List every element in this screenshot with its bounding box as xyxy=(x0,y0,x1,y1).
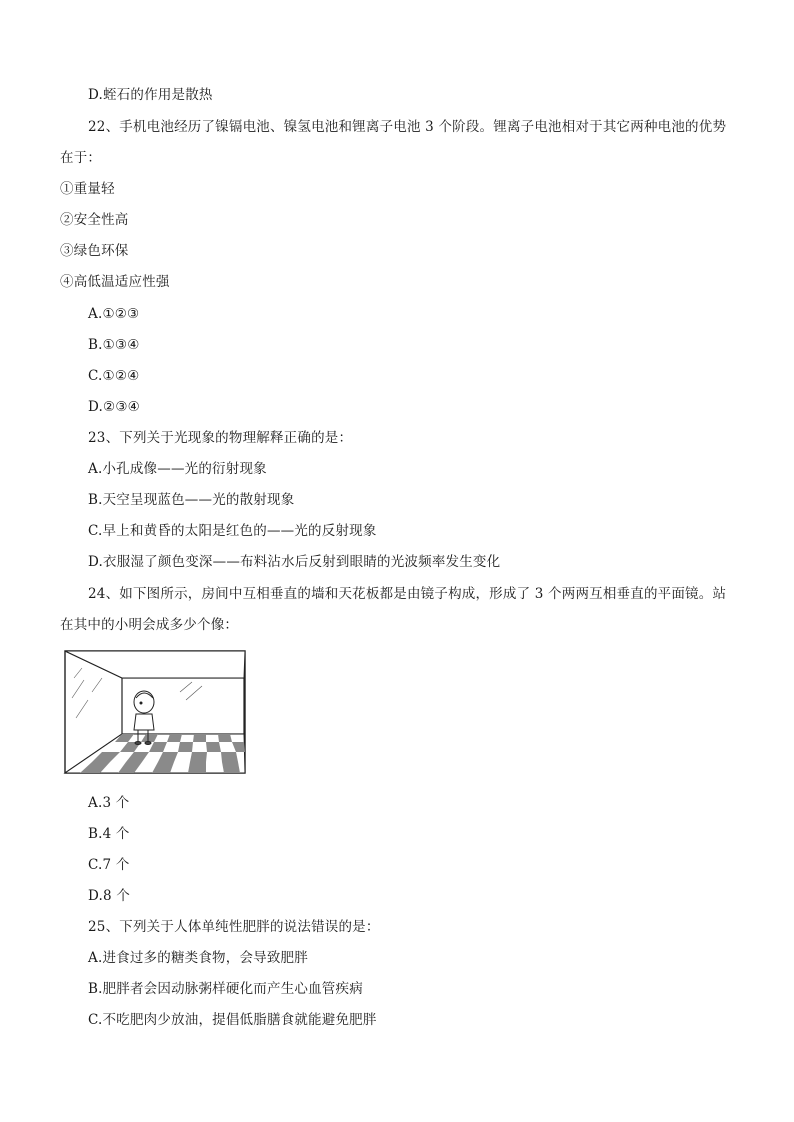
mirror-room-figure xyxy=(62,648,248,776)
q21-option-d: D.蛭石的作用是散热 xyxy=(88,87,213,103)
q23-option-d: D.衣服湿了颜色变深——布料沾水后反射到眼睛的光波频率发生变化 xyxy=(88,554,501,570)
q22-option-a: A.①②③ xyxy=(88,306,140,322)
q23-option-c: C.早上和黄昏的太阳是红色的——光的反射现象 xyxy=(88,523,377,539)
q22-item-4: ④高低温适应性强 xyxy=(60,274,170,290)
q22-option-b: B.①③④ xyxy=(88,337,140,353)
q22-option-c: C.①②④ xyxy=(88,368,140,384)
q25-option-b: B.肥胖者会因动脉粥样硬化而产生心血管疾病 xyxy=(88,981,363,997)
q22-stem: 22、手机电池经历了镍镉电池、镍氢电池和锂离子电池 3 个阶段。锂离子电池相对于其它两种电池的优势 xyxy=(88,119,727,135)
q22-item-3: ③绿色环保 xyxy=(60,243,129,259)
q24-option-a: A.3 个 xyxy=(88,795,130,811)
q23-option-a: A.小孔成像——光的衍射现象 xyxy=(88,461,267,477)
q25-option-a: A.进食过多的糖类食物，会导致肥胖 xyxy=(88,950,308,966)
q25-option-c: C.不吃肥肉少放油，提倡低脂膳食就能避免肥胖 xyxy=(88,1012,377,1028)
q23-option-b: B.天空呈现蓝色——光的散射现象 xyxy=(88,492,295,508)
q24-stem-cont: 在其中的小明会成多少个像： xyxy=(60,617,239,633)
q24-stem: 24、如下图所示，房间中互相垂直的墙和天花板都是由镜子构成，形成了 3 个两两互相垂直的平面镜。站 xyxy=(88,586,727,602)
q22-option-d: D.②③④ xyxy=(88,399,140,415)
q22-item-1: ①重量轻 xyxy=(60,181,115,197)
q22-stem-cont: 在于： xyxy=(60,150,102,166)
checkered-floor xyxy=(65,734,245,773)
q24-option-c: C.7 个 xyxy=(88,857,130,873)
q23-stem: 23、下列关于光现象的物理解释正确的是： xyxy=(88,430,353,446)
q24-option-d: D.8 个 xyxy=(88,888,131,904)
q25-stem: 25、下列关于人体单纯性肥胖的说法错误的是： xyxy=(88,919,380,935)
q24-option-b: B.4 个 xyxy=(88,826,130,842)
q22-item-2: ②安全性高 xyxy=(60,212,129,228)
